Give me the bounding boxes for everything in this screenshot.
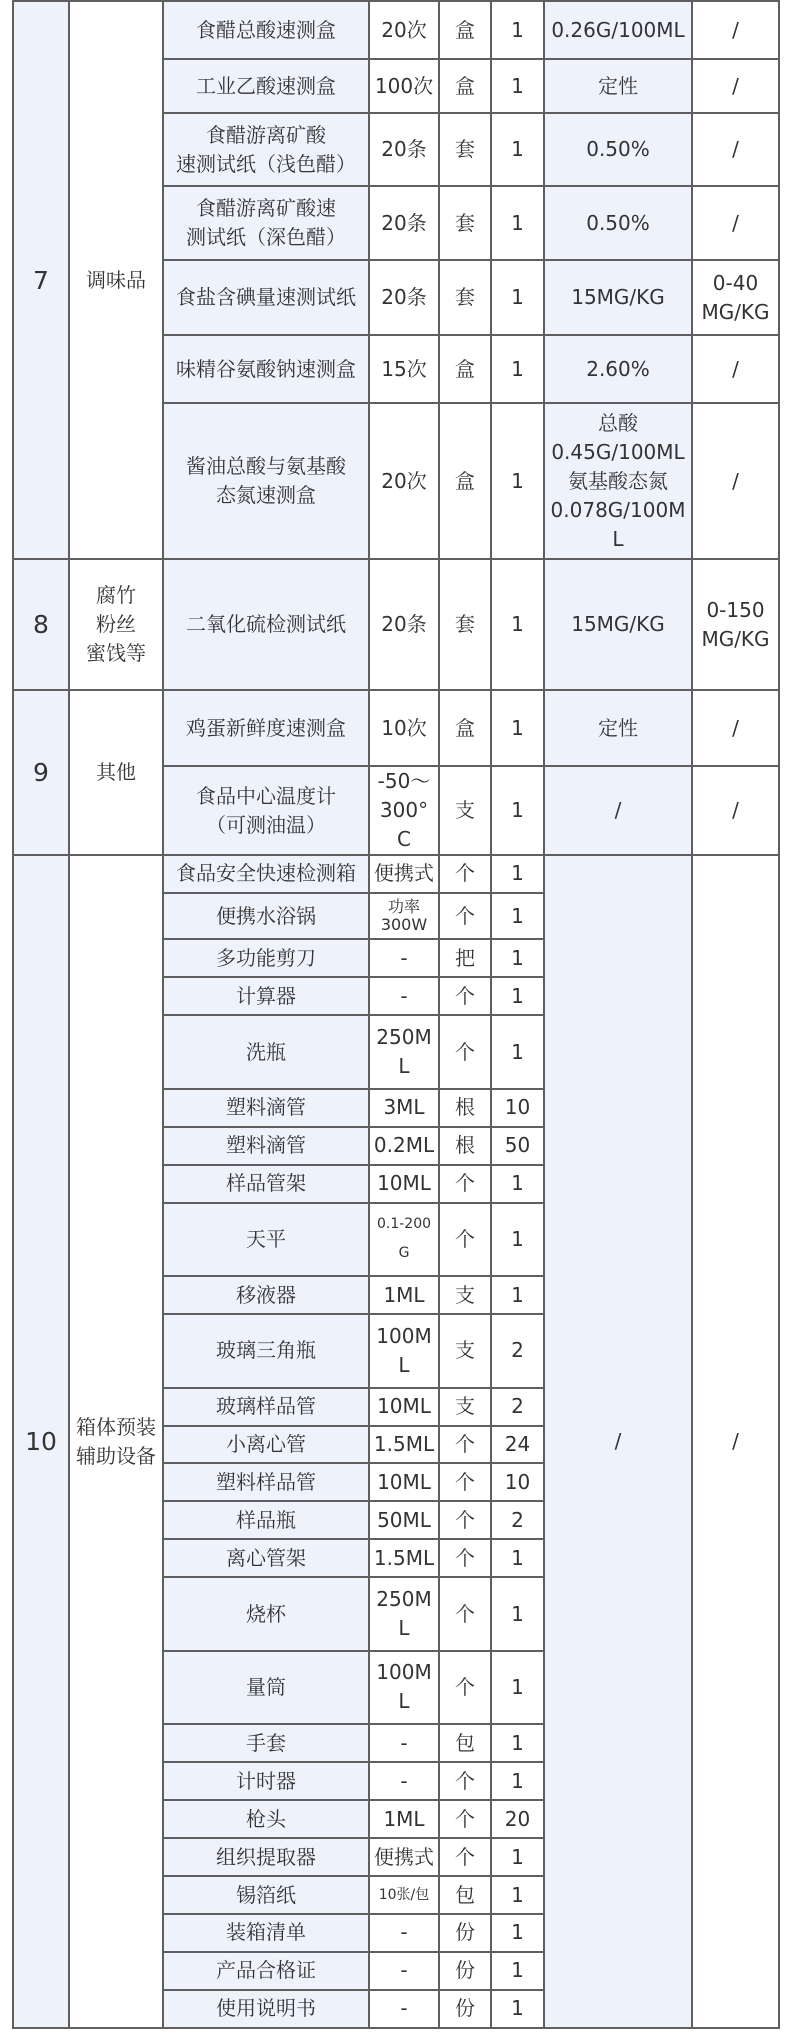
item-unit: 份 [439, 1952, 491, 1990]
item-unit: 包 [439, 1724, 491, 1762]
group-number: 9 [13, 690, 69, 855]
item-unit: 个 [439, 1577, 491, 1650]
item-name: 多功能剪刀 [163, 939, 369, 977]
item-spec [369, 893, 439, 940]
item-unit: 个 [439, 1015, 491, 1088]
item-spec [369, 766, 439, 855]
item-name: 塑料滴管 [163, 1089, 369, 1127]
item-standard-limit [692, 559, 779, 690]
item-name: 塑料滴管 [163, 1127, 369, 1165]
item-qty: 1 [491, 1952, 544, 1990]
item-spec: 3ML [369, 1089, 439, 1127]
item-name [163, 403, 369, 559]
item-unit: 个 [439, 1501, 491, 1539]
item-spec: 20条 [369, 113, 439, 186]
item-name-line: 食醋游离矿酸 [206, 122, 326, 147]
item-detect-limit: 0.26G/100ML [544, 1, 692, 59]
item-qty: 1 [491, 977, 544, 1015]
item-name: 量筒 [163, 1651, 369, 1724]
item-name: 塑料样品管 [163, 1463, 369, 1501]
item-name: 工业乙酸速测盒 [163, 59, 369, 113]
item-name: 鸡蛋新鲜度速测盒 [163, 690, 369, 766]
item-name: 装箱清单 [163, 1914, 369, 1952]
item-unit: 个 [439, 1800, 491, 1838]
item-qty: 1 [491, 1276, 544, 1314]
item-spec: 便携式 [369, 1838, 439, 1876]
item-qty: 1 [491, 855, 544, 893]
item-unit: 支 [439, 1314, 491, 1387]
item-unit: 盒 [439, 1, 491, 59]
item-qty: 1 [491, 1539, 544, 1577]
group-category: 调味品 [69, 1, 163, 559]
item-unit: 个 [439, 977, 491, 1015]
item-detect-limit-line: 0.45G/100ML [551, 439, 685, 464]
item-name: 锡箔纸 [163, 1876, 369, 1914]
item-name-line: 食醋游离矿酸速 [196, 196, 336, 220]
group-number: 7 [13, 1, 69, 559]
item-name [163, 186, 369, 260]
item-unit: 支 [439, 1388, 491, 1426]
group-number: 8 [13, 559, 69, 690]
item-name: 便携水浴锅 [163, 893, 369, 940]
item-spec: 1.5ML [369, 1426, 439, 1464]
item-detect-limit-line: 0.078G/100ML [550, 497, 686, 551]
item-standard-limit: / [692, 186, 779, 260]
item-spec: 10次 [369, 690, 439, 766]
item-standard-limit: / [692, 1, 779, 59]
item-name: 味精谷氨酸钠速测盒 [163, 335, 369, 403]
item-name: 枪头 [163, 1800, 369, 1838]
item-spec: - [369, 1952, 439, 1990]
item-name-line: 速测试纸（浅色醋） [176, 151, 356, 176]
item-spec: 0.1-200G [369, 1203, 439, 1276]
item-name-line: （可测油温） [206, 812, 326, 837]
item-name: 二氧化硫检测试纸 [163, 559, 369, 690]
item-name: 烧杯 [163, 1577, 369, 1650]
item-detect-limit: 15MG/KG [544, 260, 692, 335]
item-unit: 支 [439, 1276, 491, 1314]
item-name-line: 测试纸（深色醋） [186, 225, 346, 249]
item-detect-limit: 0.50% [544, 113, 692, 186]
item-standard-limit: / [692, 766, 779, 855]
item-qty: 10 [491, 1089, 544, 1127]
item-name: 计算器 [163, 977, 369, 1015]
item-qty: 1 [491, 559, 544, 690]
item-unit: 个 [439, 1762, 491, 1800]
item-name: 组织提取器 [163, 1838, 369, 1876]
item-spec: 1.5ML [369, 1539, 439, 1577]
item-qty: 1 [491, 1838, 544, 1876]
item-qty: 1 [491, 1914, 544, 1952]
table-row [13, 690, 779, 766]
group-category-line: 箱体预装 [76, 1414, 156, 1439]
item-qty: 1 [491, 1, 544, 59]
group-category-line: 腐竹 [96, 583, 136, 607]
item-name-line: 食品中心温度计 [196, 783, 336, 808]
item-unit: 根 [439, 1127, 491, 1165]
item-spec: 10张/包 [369, 1876, 439, 1914]
item-qty: 1 [491, 1876, 544, 1914]
item-unit: 盒 [439, 403, 491, 559]
item-unit: 个 [439, 1203, 491, 1276]
item-spec-line: -50～ [377, 769, 431, 793]
item-qty: 1 [491, 186, 544, 260]
item-qty: 24 [491, 1426, 544, 1464]
item-spec: - [369, 977, 439, 1015]
item-unit: 把 [439, 939, 491, 977]
item-qty: 1 [491, 1015, 544, 1088]
item-detect-limit: 2.60% [544, 335, 692, 403]
item-spec: - [369, 1990, 439, 2028]
item-qty: 1 [491, 1651, 544, 1724]
item-standard-limit: / [692, 59, 779, 113]
item-qty: 10 [491, 1463, 544, 1501]
item-name: 小离心管 [163, 1426, 369, 1464]
item-name-line: 酱油总酸与氨基酸 [186, 454, 346, 478]
item-name: 洗瓶 [163, 1015, 369, 1088]
item-spec-line: 300°C [379, 798, 429, 851]
item-spec: 10ML [369, 1463, 439, 1501]
item-detect-limit: 定性 [544, 690, 692, 766]
item-spec: 1ML [369, 1800, 439, 1838]
group-category: 其他 [69, 690, 163, 855]
item-qty: 1 [491, 335, 544, 403]
item-standard-limit-line: 0-150 [706, 597, 765, 622]
item-qty: 1 [491, 1990, 544, 2028]
item-standard-limit: / [692, 403, 779, 559]
item-spec-line: 300W [380, 915, 428, 935]
item-unit: 个 [439, 1165, 491, 1203]
product-table [12, 0, 780, 2029]
item-spec: 1ML [369, 1276, 439, 1314]
item-spec: 0.2ML [369, 1127, 439, 1165]
item-qty: 1 [491, 1203, 544, 1276]
item-unit: 支 [439, 766, 491, 855]
item-qty: 1 [491, 1762, 544, 1800]
item-qty: 1 [491, 113, 544, 186]
item-qty: 1 [491, 939, 544, 977]
item-spec: 100次 [369, 59, 439, 113]
item-unit: 个 [439, 1838, 491, 1876]
group-category-line: 蜜饯等 [86, 641, 146, 665]
item-unit: 份 [439, 1914, 491, 1952]
table-body [13, 1, 779, 2028]
item-spec: 15次 [369, 335, 439, 403]
item-qty: 1 [491, 1165, 544, 1203]
item-qty: 1 [491, 1577, 544, 1650]
item-unit: 根 [439, 1089, 491, 1127]
group-category [69, 559, 163, 690]
item-qty: 2 [491, 1314, 544, 1387]
item-spec: 50ML [369, 1501, 439, 1539]
item-qty: 1 [491, 766, 544, 855]
group-category-line: 粉丝 [96, 612, 136, 636]
item-unit: 个 [439, 1539, 491, 1577]
item-name: 离心管架 [163, 1539, 369, 1577]
item-unit: 个 [439, 855, 491, 893]
item-name: 食醋总酸速测盒 [163, 1, 369, 59]
item-detect-limit: / [544, 766, 692, 855]
item-unit: 份 [439, 1990, 491, 2028]
item-qty: 1 [491, 1724, 544, 1762]
table-row [13, 559, 779, 690]
item-unit: 套 [439, 113, 491, 186]
item-spec: 20条 [369, 260, 439, 335]
item-qty: 1 [491, 690, 544, 766]
item-spec: 10ML [369, 1388, 439, 1426]
item-name: 产品合格证 [163, 1952, 369, 1990]
item-name: 食盐含碘量速测试纸 [163, 260, 369, 335]
item-name: 手套 [163, 1724, 369, 1762]
item-unit: 盒 [439, 335, 491, 403]
item-spec: - [369, 1724, 439, 1762]
item-spec: 20次 [369, 1, 439, 59]
item-unit: 个 [439, 1426, 491, 1464]
item-spec: 250ML [369, 1015, 439, 1088]
item-spec: 20次 [369, 403, 439, 559]
item-standard-limit [692, 260, 779, 335]
item-unit: 套 [439, 186, 491, 260]
item-name [163, 113, 369, 186]
item-unit: 套 [439, 559, 491, 690]
item-qty: 1 [491, 403, 544, 559]
item-standard-limit-line: MG/KG [701, 299, 770, 324]
item-spec-line: 功率 [387, 897, 420, 917]
item-standard-limit: / [692, 113, 779, 186]
table-row [13, 1, 779, 59]
item-unit: 套 [439, 260, 491, 335]
item-unit: 盒 [439, 690, 491, 766]
item-detect-limit: / [544, 855, 692, 2028]
item-detect-limit [544, 403, 692, 559]
item-unit: 个 [439, 1651, 491, 1724]
item-name: 食品安全快速检测箱 [163, 855, 369, 893]
item-unit: 包 [439, 1876, 491, 1914]
item-name: 玻璃样品管 [163, 1388, 369, 1426]
item-detect-limit-line: 氨基酸态氮 [568, 468, 668, 493]
item-qty: 20 [491, 1800, 544, 1838]
item-standard-limit: / [692, 335, 779, 403]
item-qty: 1 [491, 59, 544, 113]
item-name: 玻璃三角瓶 [163, 1314, 369, 1387]
item-name: 样品管架 [163, 1165, 369, 1203]
item-spec: 10ML [369, 1165, 439, 1203]
item-qty: 50 [491, 1127, 544, 1165]
item-spec: 250ML [369, 1577, 439, 1650]
item-name: 使用说明书 [163, 1990, 369, 2028]
item-spec: 20条 [369, 186, 439, 260]
item-qty: 2 [491, 1388, 544, 1426]
item-qty: 1 [491, 893, 544, 940]
item-unit: 个 [439, 1463, 491, 1501]
item-spec: 20条 [369, 559, 439, 690]
table-row [13, 855, 779, 893]
item-unit: 个 [439, 893, 491, 940]
item-qty: 1 [491, 260, 544, 335]
item-standard-limit-line: 0-40 [712, 270, 759, 295]
group-category-line: 辅助设备 [76, 1443, 156, 1468]
group-category [69, 855, 163, 2028]
item-unit: 盒 [439, 59, 491, 113]
item-spec: - [369, 939, 439, 977]
item-standard-limit: / [692, 855, 779, 2028]
item-qty: 2 [491, 1501, 544, 1539]
item-name: 计时器 [163, 1762, 369, 1800]
item-name: 天平 [163, 1203, 369, 1276]
item-detect-limit: 15MG/KG [544, 559, 692, 690]
item-spec: 100ML [369, 1651, 439, 1724]
item-detect-limit: 0.50% [544, 186, 692, 260]
item-standard-limit-line: MG/KG [701, 626, 770, 651]
group-number: 10 [13, 855, 69, 2028]
item-spec: 100ML [369, 1314, 439, 1387]
item-name-line: 态氮速测盒 [216, 483, 316, 507]
item-spec: - [369, 1762, 439, 1800]
item-name: 移液器 [163, 1276, 369, 1314]
item-spec: - [369, 1914, 439, 1952]
item-detect-limit: 定性 [544, 59, 692, 113]
item-name [163, 766, 369, 855]
item-spec: 便携式 [369, 855, 439, 893]
item-detect-limit-line: 总酸 [598, 410, 638, 435]
item-name: 样品瓶 [163, 1501, 369, 1539]
item-standard-limit: / [692, 690, 779, 766]
